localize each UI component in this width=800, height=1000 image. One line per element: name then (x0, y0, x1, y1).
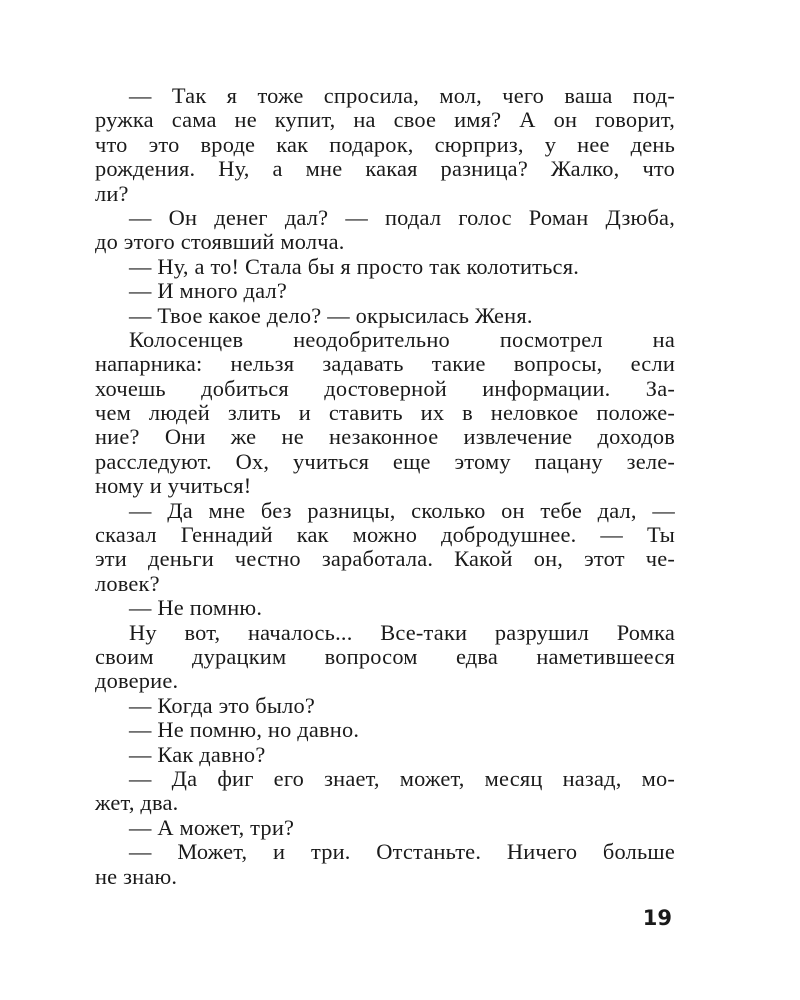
text-line: — Так я тоже спросила, мол, чего ваша под- (129, 83, 675, 108)
text-line: рождения. Ну, а мне какая разница? Жалко, что (95, 156, 675, 182)
text-line: ли? (95, 180, 129, 206)
text-line: — Ну, а то! Стала бы я просто так колотиться. (129, 253, 579, 279)
text-line: ловек? (95, 570, 160, 596)
text-line: сказал Геннадий как можно добродушнее. — Ты (95, 522, 675, 548)
text-line: чем людей злить и ставить их в неловкое положе- (95, 400, 675, 426)
text-line: не знаю. (95, 863, 178, 889)
body-text (95, 84, 675, 889)
text-line: доверие. (95, 668, 179, 694)
text-line: ружка сама не купит, на свое имя? А он говорит, (95, 107, 675, 133)
text-line: хочешь добиться достоверной информации. За- (95, 375, 675, 401)
text-line: до этого стоявший молча. (95, 229, 345, 255)
text-line: расследуют. Ох, учиться еще этому пацану зеле- (95, 448, 675, 474)
text-line: жет, два. (95, 790, 179, 816)
text-line: ному и учиться! (95, 473, 252, 499)
text-line: Ну вот, началось... Все-таки разрушил Ромка (129, 619, 675, 645)
text-line: Колосенцев неодобрительно посмотрел на (129, 326, 675, 352)
text-line: своим дурацким вопросом едва наметившееся (95, 643, 675, 669)
text-line: — Да фиг его знает, может, месяц назад, мо- (129, 765, 675, 791)
text-line: — Не помню. (129, 595, 263, 621)
text-line: эти деньги честно заработала. Какой он, этот че- (95, 546, 675, 572)
page-number: 19 (642, 906, 672, 930)
text-line: ние? Они же не незаконное извлечение доходов (95, 424, 675, 450)
text-line: — Да мне без разницы, сколько он тебе дал, — (129, 497, 675, 523)
text-line: — Он денег дал? — подал голос Роман Дзюба, (129, 204, 675, 230)
text-line: — Может, и три. Отстаньте. Ничего больше (129, 839, 675, 865)
text-line: напарника: нельзя задавать такие вопросы, если (95, 351, 675, 377)
text-line: — Когда это было? (129, 692, 316, 718)
text-line: — Твое какое дело? — окрысилась Женя. (129, 302, 533, 328)
text-line: — Не помню, но давно. (129, 717, 360, 743)
text-line: — И много дал? (129, 278, 287, 304)
text-line: что это вроде как подарок, сюрприз, у нее день (95, 131, 675, 157)
text-line: — Как давно? (129, 741, 266, 767)
text-line: — А может, три? (129, 814, 295, 840)
